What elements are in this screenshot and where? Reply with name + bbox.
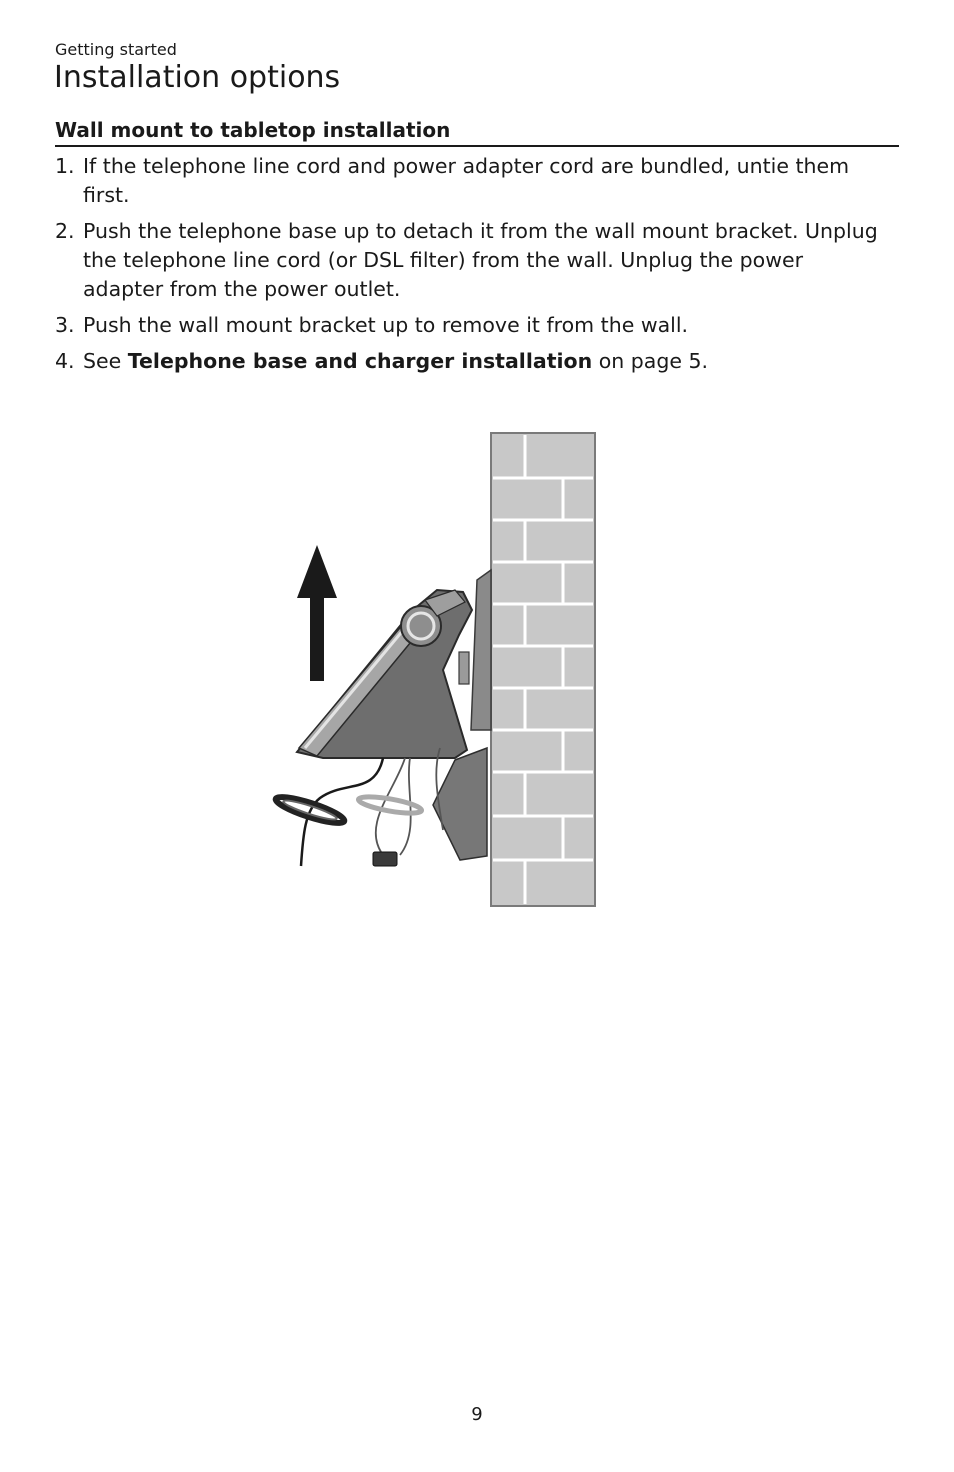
step-3 (55, 311, 885, 340)
step-4 (55, 347, 885, 376)
step-text: Push the wall mount bracket up to remove it from the wall. (83, 313, 689, 337)
subheading: Wall mount to tabletop installation (55, 118, 899, 147)
step-text-prefix: See (83, 349, 128, 373)
dsl-filter (373, 852, 397, 866)
step-number: 4. (55, 349, 75, 373)
step-number: 1. (55, 154, 75, 178)
brick-wall (491, 433, 595, 906)
wall-mount-illustration (265, 430, 605, 910)
steps-list (55, 152, 885, 383)
step-number: 3. (55, 313, 75, 337)
step-number: 2. (55, 219, 75, 243)
arrow-up-icon (297, 545, 337, 681)
cords (274, 748, 443, 866)
page-reference-link[interactable]: Telephone base and charger installation (127, 349, 593, 373)
step-2 (55, 217, 885, 304)
step-text: If the telephone line cord and power adapter cord are bundled, untie them first. (83, 154, 850, 207)
page-title: Installation options (54, 60, 341, 95)
step-text: Push the telephone base up to detach it from the wall mount bracket. Unplug the telephone line cord (or DSL filter) from the wall. Unplug the power adapter from the power outlet. (83, 219, 878, 301)
step-1 (55, 152, 885, 210)
section-label: Getting started (55, 40, 177, 59)
step-text-suffix: on page 5. (592, 349, 709, 373)
page-number: 9 (471, 1404, 483, 1425)
